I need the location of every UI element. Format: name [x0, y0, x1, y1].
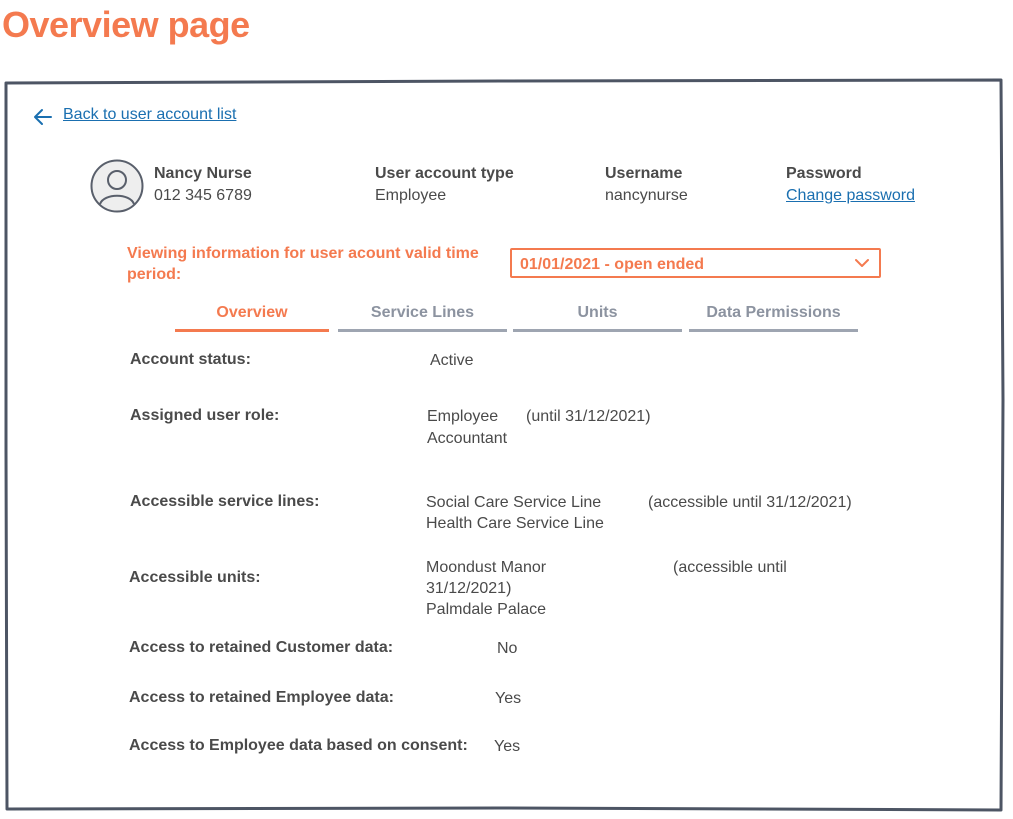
user-phone: 012 345 6789 — [154, 187, 252, 204]
account-status-value: Active — [430, 352, 474, 369]
password-label: Password — [786, 165, 862, 182]
user-role-value: Employee — [427, 408, 499, 425]
chevron-down-icon — [855, 257, 869, 269]
period-label: Viewing information for user acount valid time period: — [127, 245, 479, 283]
service-line-item: Health Care Service Line — [426, 515, 604, 532]
tab-units[interactable]: Units — [513, 304, 682, 332]
change-password-link[interactable]: Change password — [786, 187, 915, 204]
service-lines-label: Accessible service lines: — [130, 493, 320, 510]
retained-employee-label: Access to retained Employee data: — [129, 689, 394, 706]
user-role-value: Accountant — [427, 430, 508, 447]
retained-customer-label: Access to retained Customer data: — [129, 639, 394, 656]
tab-service-lines[interactable]: Service Lines — [338, 304, 507, 332]
user-role-label: Assigned user role: — [130, 407, 280, 424]
tab-overview[interactable]: Overview — [175, 304, 329, 332]
retained-customer-value: No — [497, 640, 518, 657]
units-note: (accessible until — [673, 559, 787, 576]
account-type-value: Employee — [375, 187, 447, 204]
unit-item: Moondust Manor — [426, 559, 547, 576]
service-lines-note: (accessible until 31/12/2021) — [648, 494, 852, 511]
username-label: Username — [605, 165, 683, 182]
retained-employee-value: Yes — [495, 690, 522, 707]
username-value: nancynurse — [605, 187, 688, 204]
page-title: Overview page — [2, 4, 250, 45]
consent-employee-label: Access to Employee data based on consent: — [129, 737, 468, 754]
back-arrow-icon[interactable] — [33, 108, 53, 126]
user-role-note: (until 31/12/2021) — [526, 408, 651, 425]
consent-employee-value: Yes — [494, 738, 521, 755]
account-status-label: Account status: — [130, 351, 251, 368]
units-label: Accessible units: — [129, 569, 261, 586]
service-line-item: Social Care Service Line — [426, 494, 602, 511]
avatar — [90, 159, 144, 213]
period-selected-value: 01/01/2021 - open ended — [520, 256, 705, 273]
unit-item: Palmdale Palace — [426, 601, 547, 618]
user-name: Nancy Nurse — [154, 165, 252, 182]
period-select[interactable] — [510, 248, 881, 278]
back-to-user-list-link[interactable]: Back to user account list — [63, 106, 237, 123]
tab-data-permissions[interactable]: Data Permissions — [689, 304, 858, 332]
account-type-label: User account type — [375, 165, 514, 182]
unit-item-continued: 31/12/2021) — [426, 580, 512, 597]
